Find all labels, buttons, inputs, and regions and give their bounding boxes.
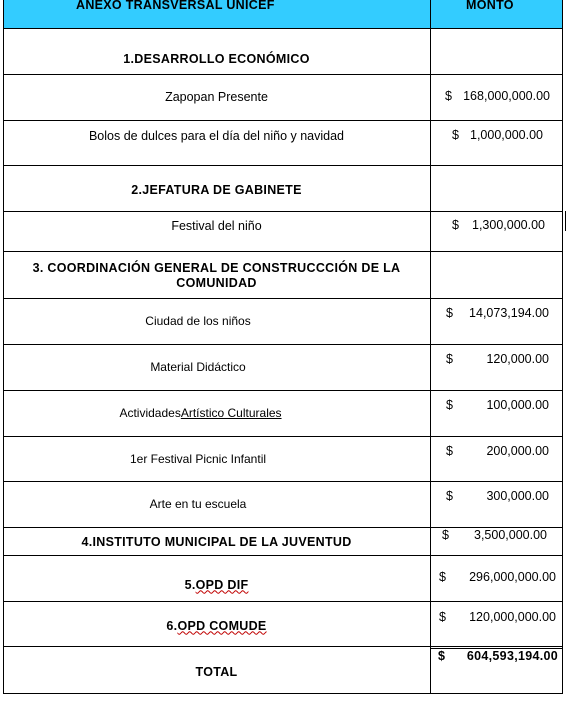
grid-line — [3, 28, 563, 29]
item-label: Festival del niño — [171, 218, 262, 233]
section-title-4: 4.INSTITUTO MUNICIPAL DE LA JUVENTUD — [81, 534, 352, 549]
item-amount: $ 100,000.00 — [446, 398, 549, 412]
item-amount: $ 1,000,000.00 — [452, 128, 543, 142]
grid-line — [3, 646, 563, 647]
grid-line — [3, 481, 563, 482]
total-label: TOTAL — [195, 664, 238, 679]
section-title-3: 3. COORDINACIÓN GENERAL DE CONSTRUCCCIÓN DE LA COMUNIDAD — [32, 261, 401, 290]
item-amount: $ 120,000.00 — [446, 352, 549, 366]
grid-line — [3, 74, 563, 75]
item-label: Actividades Artístico Culturales — [119, 405, 282, 420]
section-title-2: 2.JEFATURA DE GABINETE — [131, 182, 302, 197]
item-amount: $ 168,000,000.00 — [445, 89, 550, 103]
total-amount: $ 604,593,194.00 — [438, 649, 558, 663]
section-title-1: 1.DESARROLLO ECONÓMICO — [123, 51, 310, 66]
item-label: 1er Festival Picnic Infantil — [129, 451, 267, 466]
item-amount: $ 14,073,194.00 — [446, 306, 549, 320]
item-label: Bolos de dulces para el día del niño y navidad — [88, 128, 345, 143]
grid-line — [430, 0, 431, 693]
item-amount: $ 120,000,000.00 — [439, 610, 556, 624]
grid-line — [3, 555, 563, 556]
item-amount: $ 296,000,000.00 — [439, 570, 556, 584]
header-amount-label: MONTO — [466, 0, 514, 12]
item-amount: $ 200,000.00 — [446, 444, 549, 458]
grid-line — [3, 165, 563, 166]
section-title-5: 5. OPD DIF — [184, 577, 249, 592]
grid-line — [3, 436, 563, 437]
grid-line — [3, 390, 563, 391]
grid-line — [562, 0, 563, 693]
grid-line — [3, 601, 563, 602]
section-title-6: 6. OPD COMUDE — [166, 618, 267, 633]
grid-line — [3, 344, 563, 345]
item-amount: $ 300,000.00 — [446, 489, 549, 503]
item-amount: $ 1,300,000.00 — [452, 218, 545, 232]
grid-line — [3, 251, 563, 252]
header-title: ANEXO TRANSVERSAL UNICEF — [76, 0, 275, 12]
text-cursor-mark — [565, 211, 566, 231]
item-label: Ciudad de los niños — [145, 313, 251, 328]
grid-line — [3, 693, 563, 694]
item-label: Material Didáctico — [150, 359, 246, 374]
grid-line — [3, 298, 563, 299]
item-label: Arte en tu escuela — [149, 496, 247, 511]
grid-line — [3, 211, 563, 212]
item-label: Zapopan Presente — [165, 89, 268, 104]
grid-line — [3, 120, 563, 121]
item-amount: $ 3,500,000.00 — [442, 528, 547, 542]
